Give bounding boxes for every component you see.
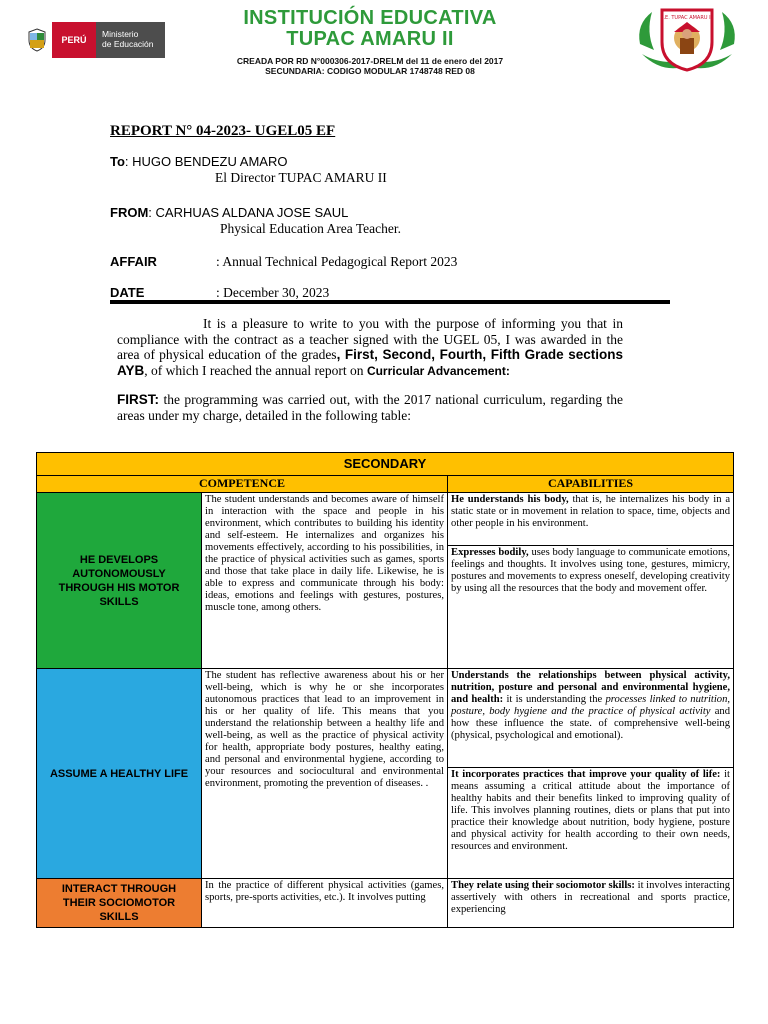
table-row bbox=[37, 493, 734, 546]
date-label: DATE bbox=[110, 285, 145, 300]
competence-description: The student understands and becomes aware of himself in interaction with the space and people in his environment, which contributes to building his identity and self-esteem. He internalizes and organizes his movements effectively, according to his possibilities, in the practice of physical activities such as games, sports and those that take place in daily life. Likewise, he is able to express and communicate through his body: ideas, emotions and feelings with gestures, postures, muscle tone, among others. bbox=[202, 493, 448, 669]
svg-text:I.E. TUPAC AMARU II: I.E. TUPAC AMARU II bbox=[661, 15, 713, 21]
peru-label: PERÚ bbox=[52, 22, 96, 58]
ministry-label: Ministerio de Educación bbox=[96, 22, 165, 58]
date-value: : December 30, 2023 bbox=[216, 285, 330, 300]
from-line: FROM: CARHUAS ALDANA JOSE SAUL bbox=[110, 205, 349, 220]
school-subtitle: CREADA POR RD N°000306-2017-DRELM del 11 de enero del 2017 SECUNDARIA: CODIGO MODULAR 1748748 RED 08 bbox=[236, 56, 504, 76]
capability-cell: Expresses bodily, uses body language to communicate emotions, feelings and thoughts. It involves using tone, gestures, mimicry, postures and movements to express oneself, developing creativity by using all the resources that the body and movement offer. bbox=[448, 546, 734, 669]
table-row bbox=[37, 669, 734, 768]
table-title-row bbox=[37, 453, 734, 476]
table-header-row bbox=[37, 476, 734, 493]
to-line: To: HUGO BENDEZU AMARO bbox=[110, 154, 288, 169]
table-row bbox=[37, 879, 734, 928]
first-paragraph: FIRST: the programming was carried out, with the 2017 national curriculum, regarding the areas under my charge, detailed in the following table: bbox=[117, 392, 624, 423]
capability-cell: It incorporates practices that improve your quality of life: it means assuming a critical attitude about the importance of healthy habits and their benefits linked to improving quality of life. This involves planning routines, diets or plans that put into practice their knowledge about nutrition, body hygiene, posture and physical activity for health according to their own needs, resources and environment. bbox=[448, 768, 734, 879]
capability-cell: They relate using their sociomotor skills: it involves interacting assertively with others in recreational and sports practice, experiencing bbox=[448, 879, 734, 928]
school-title: INSTITUCIÓN EDUCATIVA TUPAC AMARU II bbox=[243, 7, 497, 50]
column-header-capabilities: CAPABILITIES bbox=[448, 476, 734, 493]
intro-paragraph: It is a pleasure to write to you with the purpose of informing you that in compliance with the contract as a teacher signed with the UGEL 05, I was awarded in the area of physical education of the grades, First, Second, Fourth, Fifth Grade sections AYB, of which I reached the annual report on Curricular Advancement: bbox=[117, 316, 623, 378]
header-divider bbox=[110, 300, 670, 304]
competence-table bbox=[36, 452, 734, 928]
peru-shield-icon bbox=[22, 22, 52, 58]
competence-description: The student has reflective awareness about his or her well-being, which is why he or she incorporates autonomous practices that lead to an improvement in his or her quality of life. This means that you understand the relationship between a healthy life and well-being, as well as the practice of physical activity for health, appropriate body postures, healthy eating, and personal and environmental hygiene, according to your resources and sociocultural and environmental environment, promoting the prevention of diseases. . bbox=[202, 669, 448, 879]
table-title: SECONDARY bbox=[37, 453, 734, 476]
capability-cell: Understands the relationships between physical activity, nutrition, posture and personal and environmental hygiene, and health: it is understanding the processes linked to nutrition, posture, body hygiene and the practice of physical activity and how these influence the state. of comprehensive well-being (physical, psychological and emotional). bbox=[448, 669, 734, 768]
column-header-competence: COMPETENCE bbox=[37, 476, 448, 493]
affair-label: AFFAIR bbox=[110, 254, 157, 269]
to-role: El Director TUPAC AMARU II bbox=[215, 170, 387, 185]
competence-name: INTERACT THROUGH THEIR SOCIOMOTOR SKILLS bbox=[37, 879, 202, 928]
competence-description: In the practice of different physical activities (games, sports, pre-sports activities, etc.). It involves putting bbox=[202, 879, 448, 928]
report-title: REPORT N° 04-2023- UGEL05 EF bbox=[110, 123, 336, 139]
competence-name: HE DEVELOPS AUTONOMOUSLY THROUGH HIS MOTOR SKILLS bbox=[37, 493, 202, 669]
school-crest-icon bbox=[632, 4, 742, 76]
capability-cell: He understands his body, that is, he internalizes his body in a static state or in movement in relation to space, time, objects and other people in his environment. bbox=[448, 493, 734, 546]
from-role: Physical Education Area Teacher. bbox=[220, 221, 401, 236]
affair-value: : Annual Technical Pedagogical Report 2023 bbox=[216, 254, 458, 269]
competence-name: ASSUME A HEALTHY LIFE bbox=[37, 669, 202, 879]
ministry-logo bbox=[22, 22, 165, 58]
